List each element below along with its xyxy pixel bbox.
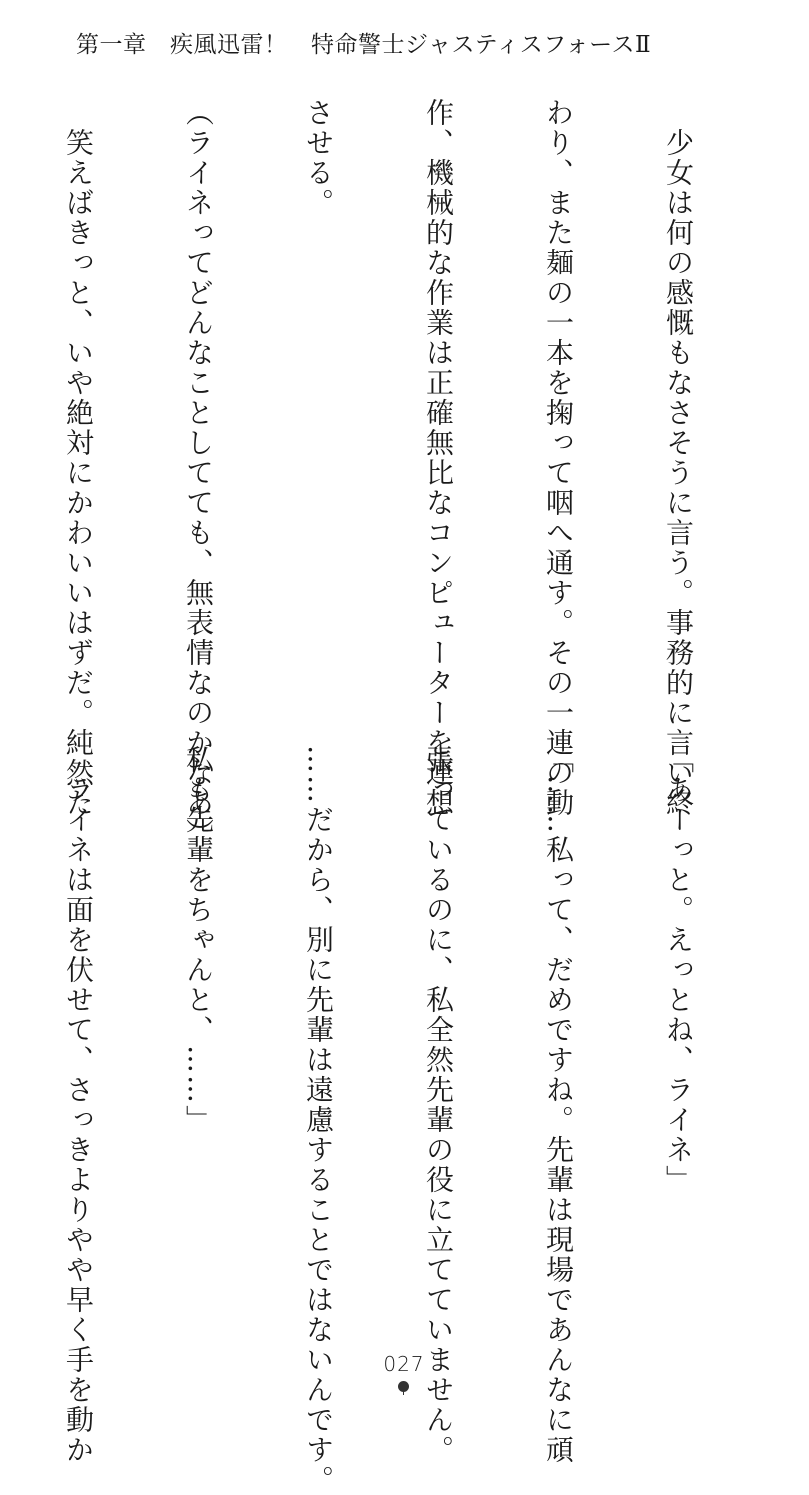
text-block-top — [58, 98, 778, 848]
ornament-dot-icon — [398, 1381, 409, 1392]
text-line: 「……私って、だめですね。先輩は現場であんなに頑 — [542, 745, 575, 1465]
text-line: 私も先輩をちゃんと、……」 — [182, 745, 215, 1135]
text-line: ……だから、別に先輩は遠慮することではないんです。 — [302, 745, 335, 1495]
text-line: （ライネってどんなことしてても、無表情なのかなあ） — [182, 98, 215, 848]
text-line: 少女は何の感慨もなさそうに言う。事務的に言い終 — [662, 98, 695, 818]
text-line: 「あーっと。えっとね、ライネ」 — [662, 745, 695, 1195]
running-head: 第一章 疾風迅雷！ 特命警士ジャスティスフォースⅡ — [76, 32, 652, 58]
page-number: 027 — [383, 1352, 425, 1376]
text-line: 張っているのに、私全然先輩の役に立てていません。 — [422, 745, 455, 1465]
text-line: わり、また麺の一本を掬って咽へ通す。その一連の動 — [542, 98, 575, 818]
text-line: 笑えばきっと、いや絶対にかわいいはずだ。純然た — [62, 98, 95, 818]
text-line: 作、機械的な作業は正確無比なコンピューターを連想 — [422, 98, 455, 818]
text-line: させる。 — [302, 98, 335, 218]
text-line: ライネは面を伏せて、さっきよりやや早く手を動か — [62, 745, 95, 1465]
